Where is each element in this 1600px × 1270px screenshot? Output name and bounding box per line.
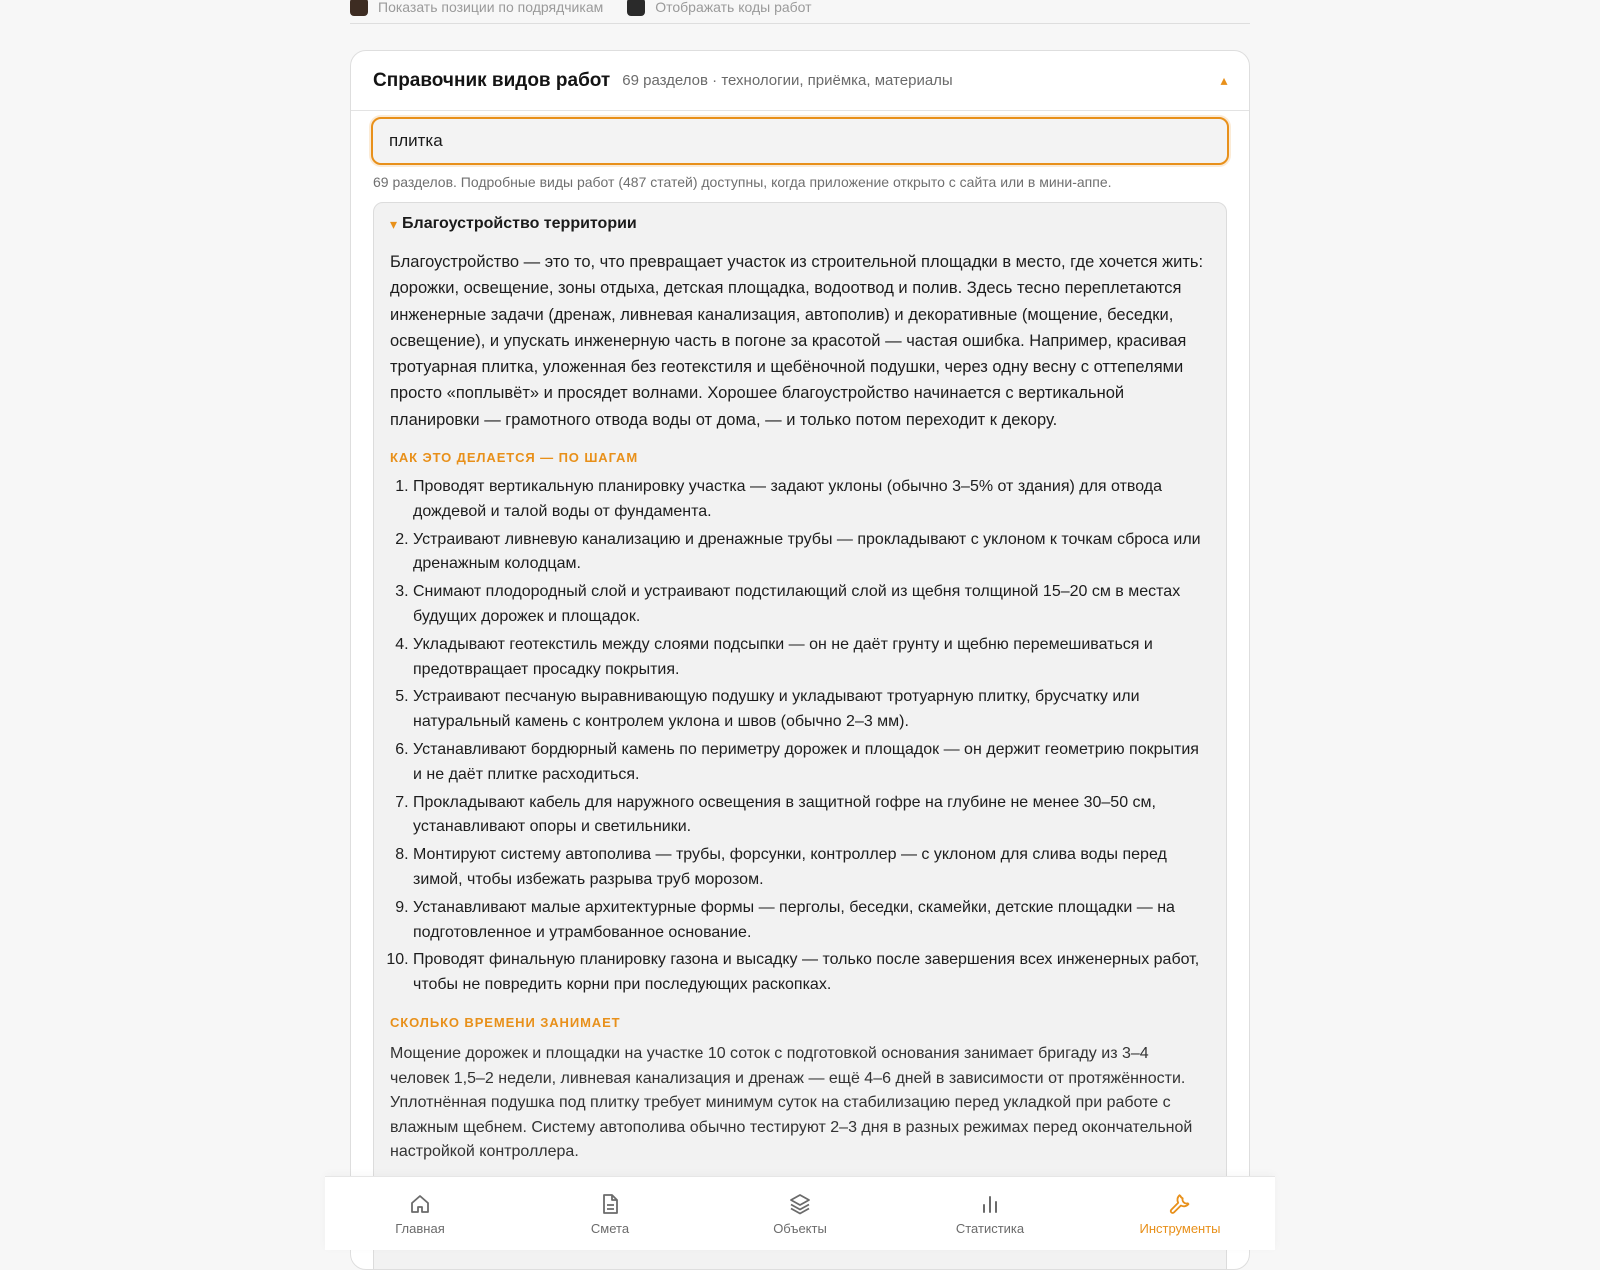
layers-icon xyxy=(788,1192,812,1216)
step-item: 10. Проводят финальную планировку газона и высадку — только после завершения всех инженерных работ, чтобы не повредить корни при последующих раскопках. xyxy=(413,948,1210,998)
step-item: 6. Устанавливают бордюрный камень по периметру дорожек и площадок — он держит геометрию покрытия и не даёт плитке расходиться. xyxy=(413,738,1210,788)
reference-card xyxy=(350,50,1250,1270)
section-toggle[interactable] xyxy=(390,213,1210,235)
option-label-contractors[interactable]: Показать позиции по подрядчикам xyxy=(378,0,604,15)
search-input[interactable] xyxy=(371,117,1229,165)
expanded-triangle-icon: ▾ xyxy=(390,215,398,232)
duration-text: Мощение дорожек и площадки на участке 10 соток с подготовкой основания занимает бригаду из 3–4 человек 1,5–2 недели, ливневая канализация и дренаж — ещё 4–6 дней в зависимости от протяжённости. Уплотнённая подушка под плитку требует минимум суток на стабилизацию перед укладкой при работе с влажным щебнем. Систему автополива обычно тестируют 2–3 дня в разных режимах перед окончательной настройкой контроллера. xyxy=(390,1045,1193,1161)
option-label-codes[interactable]: Отображать коды работ xyxy=(655,0,812,15)
steps-list xyxy=(390,475,1210,998)
wrench-icon xyxy=(1168,1192,1192,1216)
nav-label: Статистика xyxy=(955,1220,1025,1236)
section-landscaping xyxy=(373,202,1227,1270)
top-options-row xyxy=(350,0,1250,22)
nav-item-objects[interactable] xyxy=(705,1177,895,1250)
nav-label: Инструменты xyxy=(1139,1220,1221,1236)
home-icon xyxy=(408,1192,432,1216)
nav-item-home[interactable] xyxy=(325,1177,515,1250)
nav-item-statistics[interactable] xyxy=(895,1177,1085,1250)
step-item: 8. Монтируют систему автополива — трубы, форсунки, контроллер — с уклоном для слива воды перед зимой, чтобы избежать разрыва труб морозом. xyxy=(413,843,1210,893)
step-item: 2. Устраивают ливневую канализацию и дренажные трубы — прокладывают с уклоном к точкам сброса или дренажным колодцам. xyxy=(413,528,1210,578)
nav-label: Объекты xyxy=(773,1220,827,1236)
reference-subtitle: 69 разделов · технологии, приёмка, материалы xyxy=(622,72,953,89)
search-wrap xyxy=(351,111,1249,165)
divider xyxy=(350,23,1250,24)
nav-item-estimate[interactable] xyxy=(515,1177,705,1250)
nav-label: Смета xyxy=(590,1220,630,1236)
bottom-nav xyxy=(325,1176,1275,1250)
step-item: 5. Устраивают песчаную выравнивающую подушку и укладывают тротуарную плитку, брусчатку или натуральный камень с контролем уклона и швов (обычно 2–3 мм). xyxy=(413,685,1210,735)
step-item: 4. Укладывают геотекстиль между слоями подсыпки — он не даёт грунту и щебню перемешиваться и предотвращает просадку покрытия. xyxy=(413,633,1210,683)
step-item: 7. Прокладывают кабель для наружного освещения в защитной гофре на глубине не менее 30–50 см, устанавливают опоры и светильники. xyxy=(413,791,1210,841)
section-title: Благоустройство территории xyxy=(402,215,637,232)
duration-heading: СКОЛЬКО ВРЕМЕНИ ЗАНИМАЕТ xyxy=(390,1015,621,1031)
step-item: 9. Устанавливают малые архитектурные формы — перголы, беседки, скамейки, детские площадки — на подготовленное и утрамбованное основание. xyxy=(413,896,1210,946)
collapse-arrow-icon[interactable]: ▴ xyxy=(1220,71,1228,88)
reference-card-header[interactable] xyxy=(351,51,1249,111)
nav-item-tools[interactable] xyxy=(1085,1177,1275,1250)
bar-chart-icon xyxy=(978,1192,1002,1216)
steps-heading: КАК ЭТО ДЕЛАЕТСЯ — ПО ШАГАМ xyxy=(390,450,639,466)
step-item: 1. Проводят вертикальную планировку участка — задают уклоны (обычно 3–5% от здания) для отвода дождевой и талой воды от фундамента. xyxy=(413,475,1210,525)
checkbox-icon[interactable] xyxy=(627,0,645,16)
reference-title: Справочник видов работ xyxy=(373,69,611,91)
section-intro: Благоустройство — это то, что превращает участок из строительной площадки в место, где хочется жить: дорожки, освещение, зоны отдыха, детская площадка, водоотвод и полив. Здесь тесно переплетаются инженерные задачи (дренаж, ливневая канализация, автополив) и декоративные (мощение, беседки, освещение), и упускать инженерную часть в погоне за красотой — частая ошибка. Например, красивая тротуарная плитка, уложенная без геотекстиля и щебёночной подушки, через одну весну с оттепелями просто «поплывёт» и просядет волнами. Хорошее благоустройство начинается с вертикальной планировки — грамотного отвода воды от дома, — и только потом переходит к декору. xyxy=(390,253,1204,429)
search-hint: 69 разделов. Подробные виды работ (487 статей) доступны, когда приложение открыто с сайта или в мини-аппе. xyxy=(373,174,1112,190)
step-item: 3. Снимают плодородный слой и устраивают подстилающий слой из щебня толщиной 15–20 см в местах будущих дорожек и площадок. xyxy=(413,580,1210,630)
document-icon xyxy=(598,1192,622,1216)
checkbox-icon[interactable] xyxy=(350,0,368,16)
nav-label: Главная xyxy=(395,1220,445,1236)
